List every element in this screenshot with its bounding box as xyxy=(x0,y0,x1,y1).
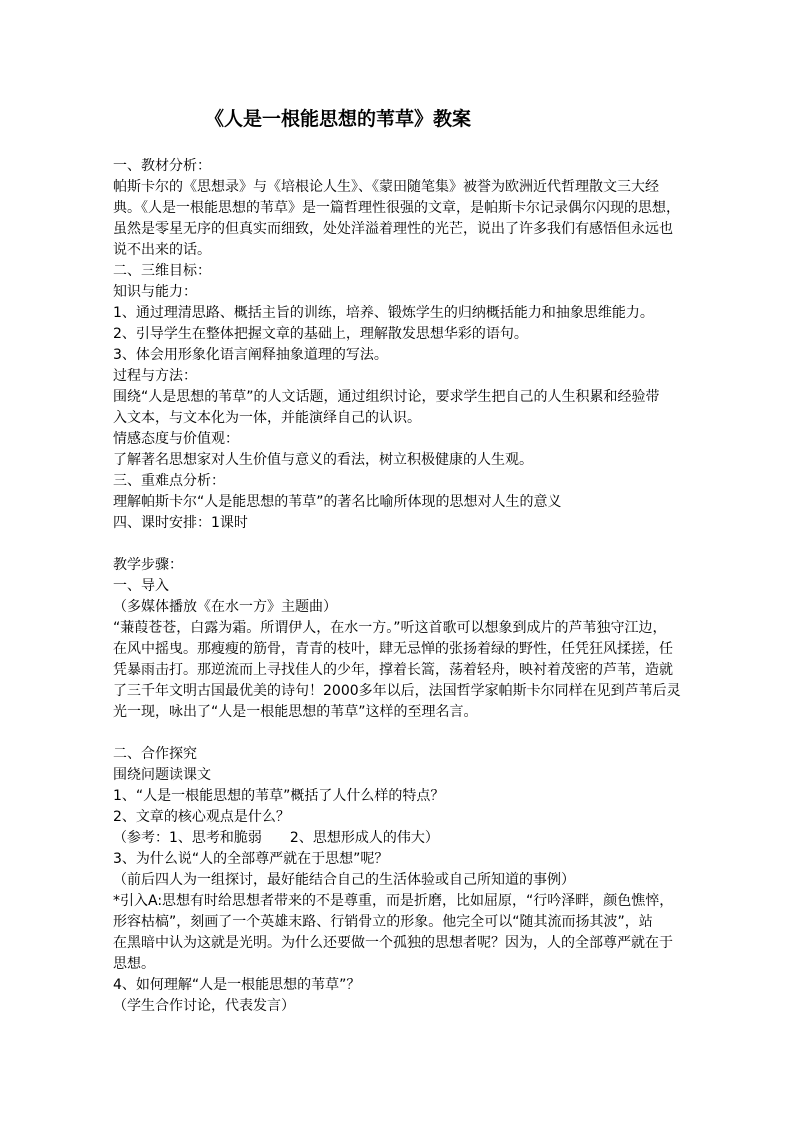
text-line: 了解著名思想家对人生价值与意义的看法，树立积极健康的人生观。 xyxy=(113,452,533,468)
text-line: 一、导入 xyxy=(113,578,169,594)
text-line: 形容枯槁”，刻画了一个英雄末路、行销骨立的形象。他完全可以“随其流而扬其波”，站 xyxy=(113,914,653,930)
blank-line xyxy=(113,723,683,744)
text-line: 3、体会用形象化语言阐释抽象道理的写法。 xyxy=(113,347,388,363)
text-line: 四、课时安排：1课时 xyxy=(113,515,248,531)
text-line: *引入A:思想有时给思想者带来的不是尊重，而是折磨，比如屈原，“行吟泽畔，颜色憔悴， xyxy=(113,893,674,909)
blank-line xyxy=(113,534,683,555)
text-line: 典。《人是一根能思想的苇草》是一篇哲理性很强的文章，是帕斯卡尔记录偶尔闪现的思想， xyxy=(113,200,680,216)
text-line: 过程与方法： xyxy=(113,368,197,384)
text-line: 二、三维目标： xyxy=(113,263,211,279)
text-line: （多媒体播放《在水一方》主题曲） xyxy=(113,599,337,615)
text-line: 在风中摇曳。那瘦瘦的筋骨，青青的枝叶，肆无忌惮的张扬着绿的野性，任凭狂风揉搓，任 xyxy=(113,641,673,657)
text-line: 知识与能力： xyxy=(113,284,197,300)
text-line: 围绕问题读课文 xyxy=(113,767,211,783)
text-line: （学生合作讨论，代表发言） xyxy=(113,998,295,1014)
text-line: 思想。 xyxy=(113,956,155,972)
text-line: 2、文章的核心观点是什么？ xyxy=(113,809,290,825)
text-line: 凭暴雨击打。那逆流而上寻找佳人的少年，撑着长篙，荡着轻舟，映衬着茂密的芦苇，造就 xyxy=(113,662,673,678)
text-line: 光一现，咏出了“人是一根能思想的苇草”这样的至理名言。 xyxy=(113,704,478,720)
text-line: 情感态度与价值观： xyxy=(113,431,239,447)
document-body xyxy=(113,156,683,1017)
text-line: 虽然是零星无序的但真实而细致，处处洋溢着理性的光芒，说出了许多我们有感悟但永远也 xyxy=(113,221,673,237)
text-line: 2、引导学生在整体把握文章的基础上，理解散发思想华彩的语句。 xyxy=(113,326,528,342)
text-line: 在黑暗中认为这就是光明。为什么还要做一个孤独的思想者呢？因为，人的全部尊严就在于 xyxy=(113,935,673,951)
text-line: （参考：1、思考和脆弱 2、思想形成人的伟大） xyxy=(113,830,439,846)
text-line: 3、为什么说“人的全部尊严就在于思想”呢？ xyxy=(113,851,389,867)
text-line: “蒹葭苍苍，白露为霜。所谓伊人，在水一方。”听这首歌可以想象到成片的芦苇独守江边， xyxy=(113,620,667,636)
text-line: 1、“人是一根能思想的苇草”概括了人什么样的特点？ xyxy=(113,788,445,804)
text-line: 1、通过理清思路、概括主旨的训练，培养、锻炼学生的归纳概括能力和抽象思维能力。 xyxy=(113,305,654,321)
text-line: 4、如何理解“人是一根能思想的苇草”？ xyxy=(113,977,361,993)
text-line: 二、合作探究 xyxy=(113,746,197,762)
text-line: 三、重难点分析： xyxy=(113,473,225,489)
text-line: 帕斯卡尔的《思想录》与《培根论人生》、《蒙田随笔集》被誉为欧洲近代哲理散文三大经 xyxy=(113,179,659,195)
text-line: 理解帕斯卡尔“人是能思想的苇草”的著名比喻所体现的思想对人生的意义 xyxy=(113,494,562,510)
text-line: 入文本，与文本化为一体，并能演绎自己的认识。 xyxy=(113,410,421,426)
text-line: 一、教材分析： xyxy=(113,158,211,174)
text-line: （前后四人为一组探讨，最好能结合自己的生活体验或自己所知道的事例） xyxy=(113,872,575,888)
text-line: 了三千年文明古国最优美的诗句！2000多年以后，法国哲学家帕斯卡尔同样在见到芦苇后灵 xyxy=(113,683,681,699)
text-line: 围绕“人是思想的苇草”的人文话题，通过组织讨论，要求学生把自己的人生积累和经验带 xyxy=(113,389,660,405)
text-line: 教学步骤： xyxy=(113,557,183,573)
document-title: 《人是一根能思想的苇草》教案 xyxy=(205,108,472,130)
text-line: 说不出来的话。 xyxy=(113,242,211,258)
